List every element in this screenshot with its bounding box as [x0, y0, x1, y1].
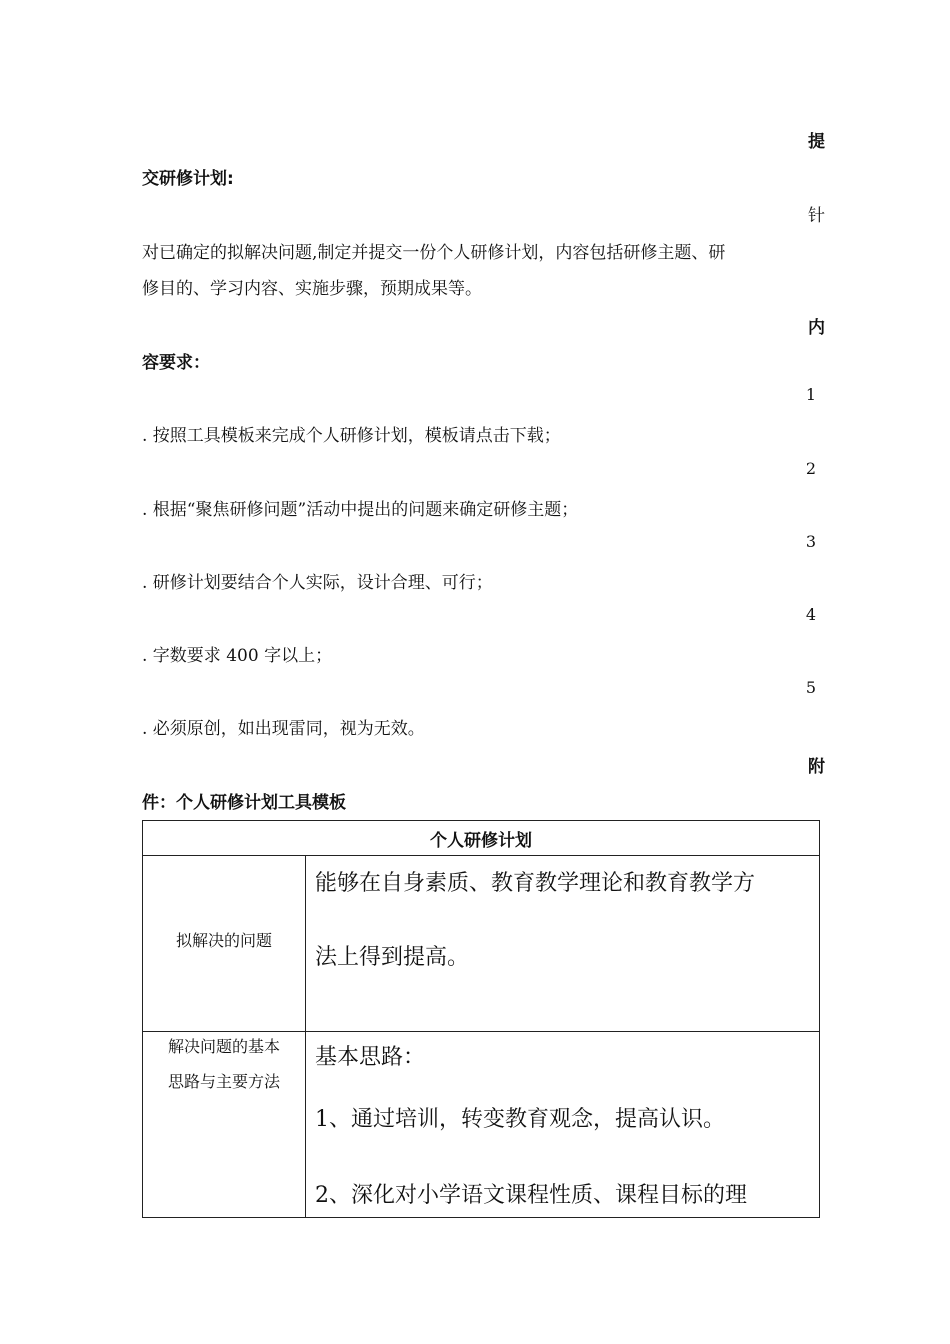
row2-label-line2: 思路与主要方法 — [167, 1072, 280, 1091]
req-number-1: 1 — [805, 385, 816, 404]
para1-line1: 对已确定的拟解决问题,制定并提交一份个人研修计划，内容包括研修主题、研 — [142, 243, 726, 263]
margin-char-ti: 提 — [808, 132, 825, 152]
req-number-3: 3 — [805, 532, 816, 551]
req-item-2: . 根据“聚焦研修问题”活动中提出的问题来确定研修主题； — [142, 500, 579, 520]
req-number-2: 2 — [805, 459, 816, 478]
section-title-submit: 交研修计划: — [142, 169, 234, 189]
req-item-4: . 字数要求 400 字以上； — [142, 646, 333, 666]
margin-char-zhen: 针 — [808, 206, 825, 226]
plan-table — [142, 820, 820, 1218]
row1-content-line2: 法上得到提高。 — [315, 945, 470, 970]
margin-char-fu: 附 — [808, 757, 825, 777]
row2-content-line1: 基本思路： — [315, 1045, 426, 1070]
row1-content-line1: 能够在自身素质、教育教学理论和教育教学方 — [315, 871, 756, 896]
section-title-requirements: 容要求： — [142, 353, 210, 373]
row2-label-line1: 解决问题的基本 — [167, 1037, 280, 1056]
row2-content-line3: 2、深化对小学语文课程性质、课程目标的理 — [315, 1183, 747, 1208]
para1-line2: 修目的、学习内容、实施步骤，预期成果等。 — [142, 279, 482, 299]
margin-char-nei: 内 — [808, 318, 825, 338]
table-header: 个人研修计划 — [143, 821, 819, 856]
section-title-attachment: 件：个人研修计划工具模板 — [142, 793, 346, 813]
row2-content-line2: 1、通过培训，转变教育观念，提高认识。 — [315, 1107, 725, 1132]
req-number-4: 4 — [805, 605, 816, 624]
column-divider — [305, 856, 306, 1218]
req-item-1: . 按照工具模板来完成个人研修计划，模板请点击下载； — [142, 426, 561, 446]
req-number-5: 5 — [805, 678, 816, 697]
row1-label: 拟解决的问题 — [175, 931, 272, 950]
req-item-3: . 研修计划要结合个人实际，设计合理、可行； — [142, 573, 493, 593]
req-item-5: . 必须原创，如出现雷同，视为无效。 — [142, 719, 425, 739]
